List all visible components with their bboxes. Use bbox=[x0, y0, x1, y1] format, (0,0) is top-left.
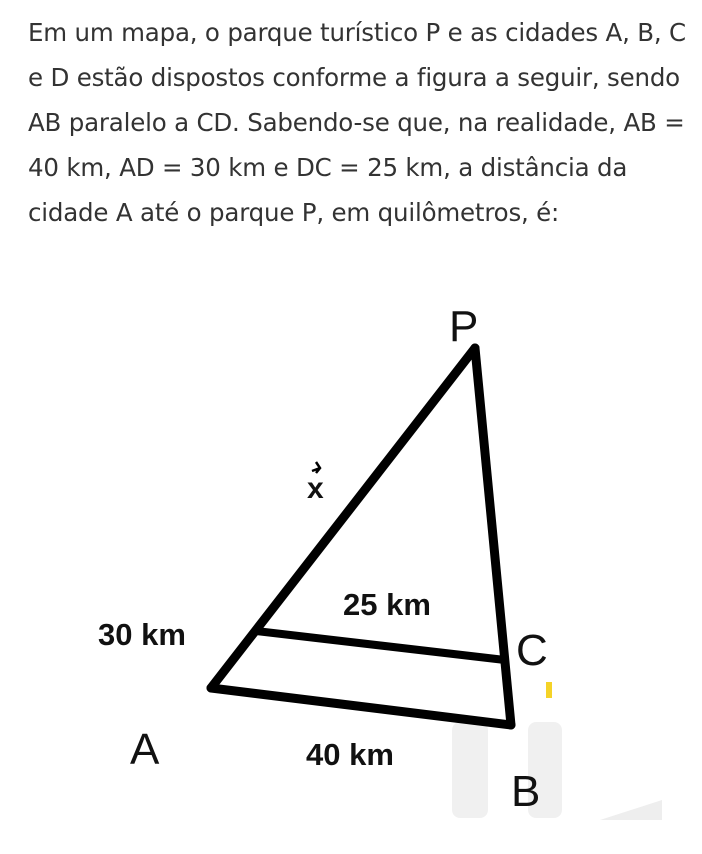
point-p-label: P bbox=[449, 302, 479, 351]
length-dc-label: 25 km bbox=[343, 587, 431, 622]
bottom-right-fade bbox=[600, 800, 662, 820]
vector-arrow-icon bbox=[312, 462, 320, 473]
length-ab-label: 40 km bbox=[306, 737, 394, 772]
point-c-label: C bbox=[516, 626, 548, 675]
side-ab bbox=[211, 688, 511, 725]
accent-tick bbox=[546, 682, 552, 698]
segment-dc bbox=[256, 631, 505, 660]
background-watermark bbox=[452, 722, 562, 818]
variable-x-label: x bbox=[307, 472, 324, 505]
question-text: Em um mapa, o parque turístico P e as cidades A, B, C e D estão dispostos conforme a figura a seguir, sendo AB paralelo a CD. Sabendo-se que, na realidade, AB = 40 km, AD = 30 km e DC = 25 km, a distância da cidade A até o parque P, em quilômetros, é: bbox=[28, 18, 686, 227]
point-a-label: A bbox=[130, 725, 160, 774]
point-b-label: B bbox=[511, 767, 541, 816]
length-ad-label: 30 km bbox=[98, 617, 186, 652]
side-pb bbox=[475, 348, 511, 725]
side-ap bbox=[211, 348, 475, 688]
